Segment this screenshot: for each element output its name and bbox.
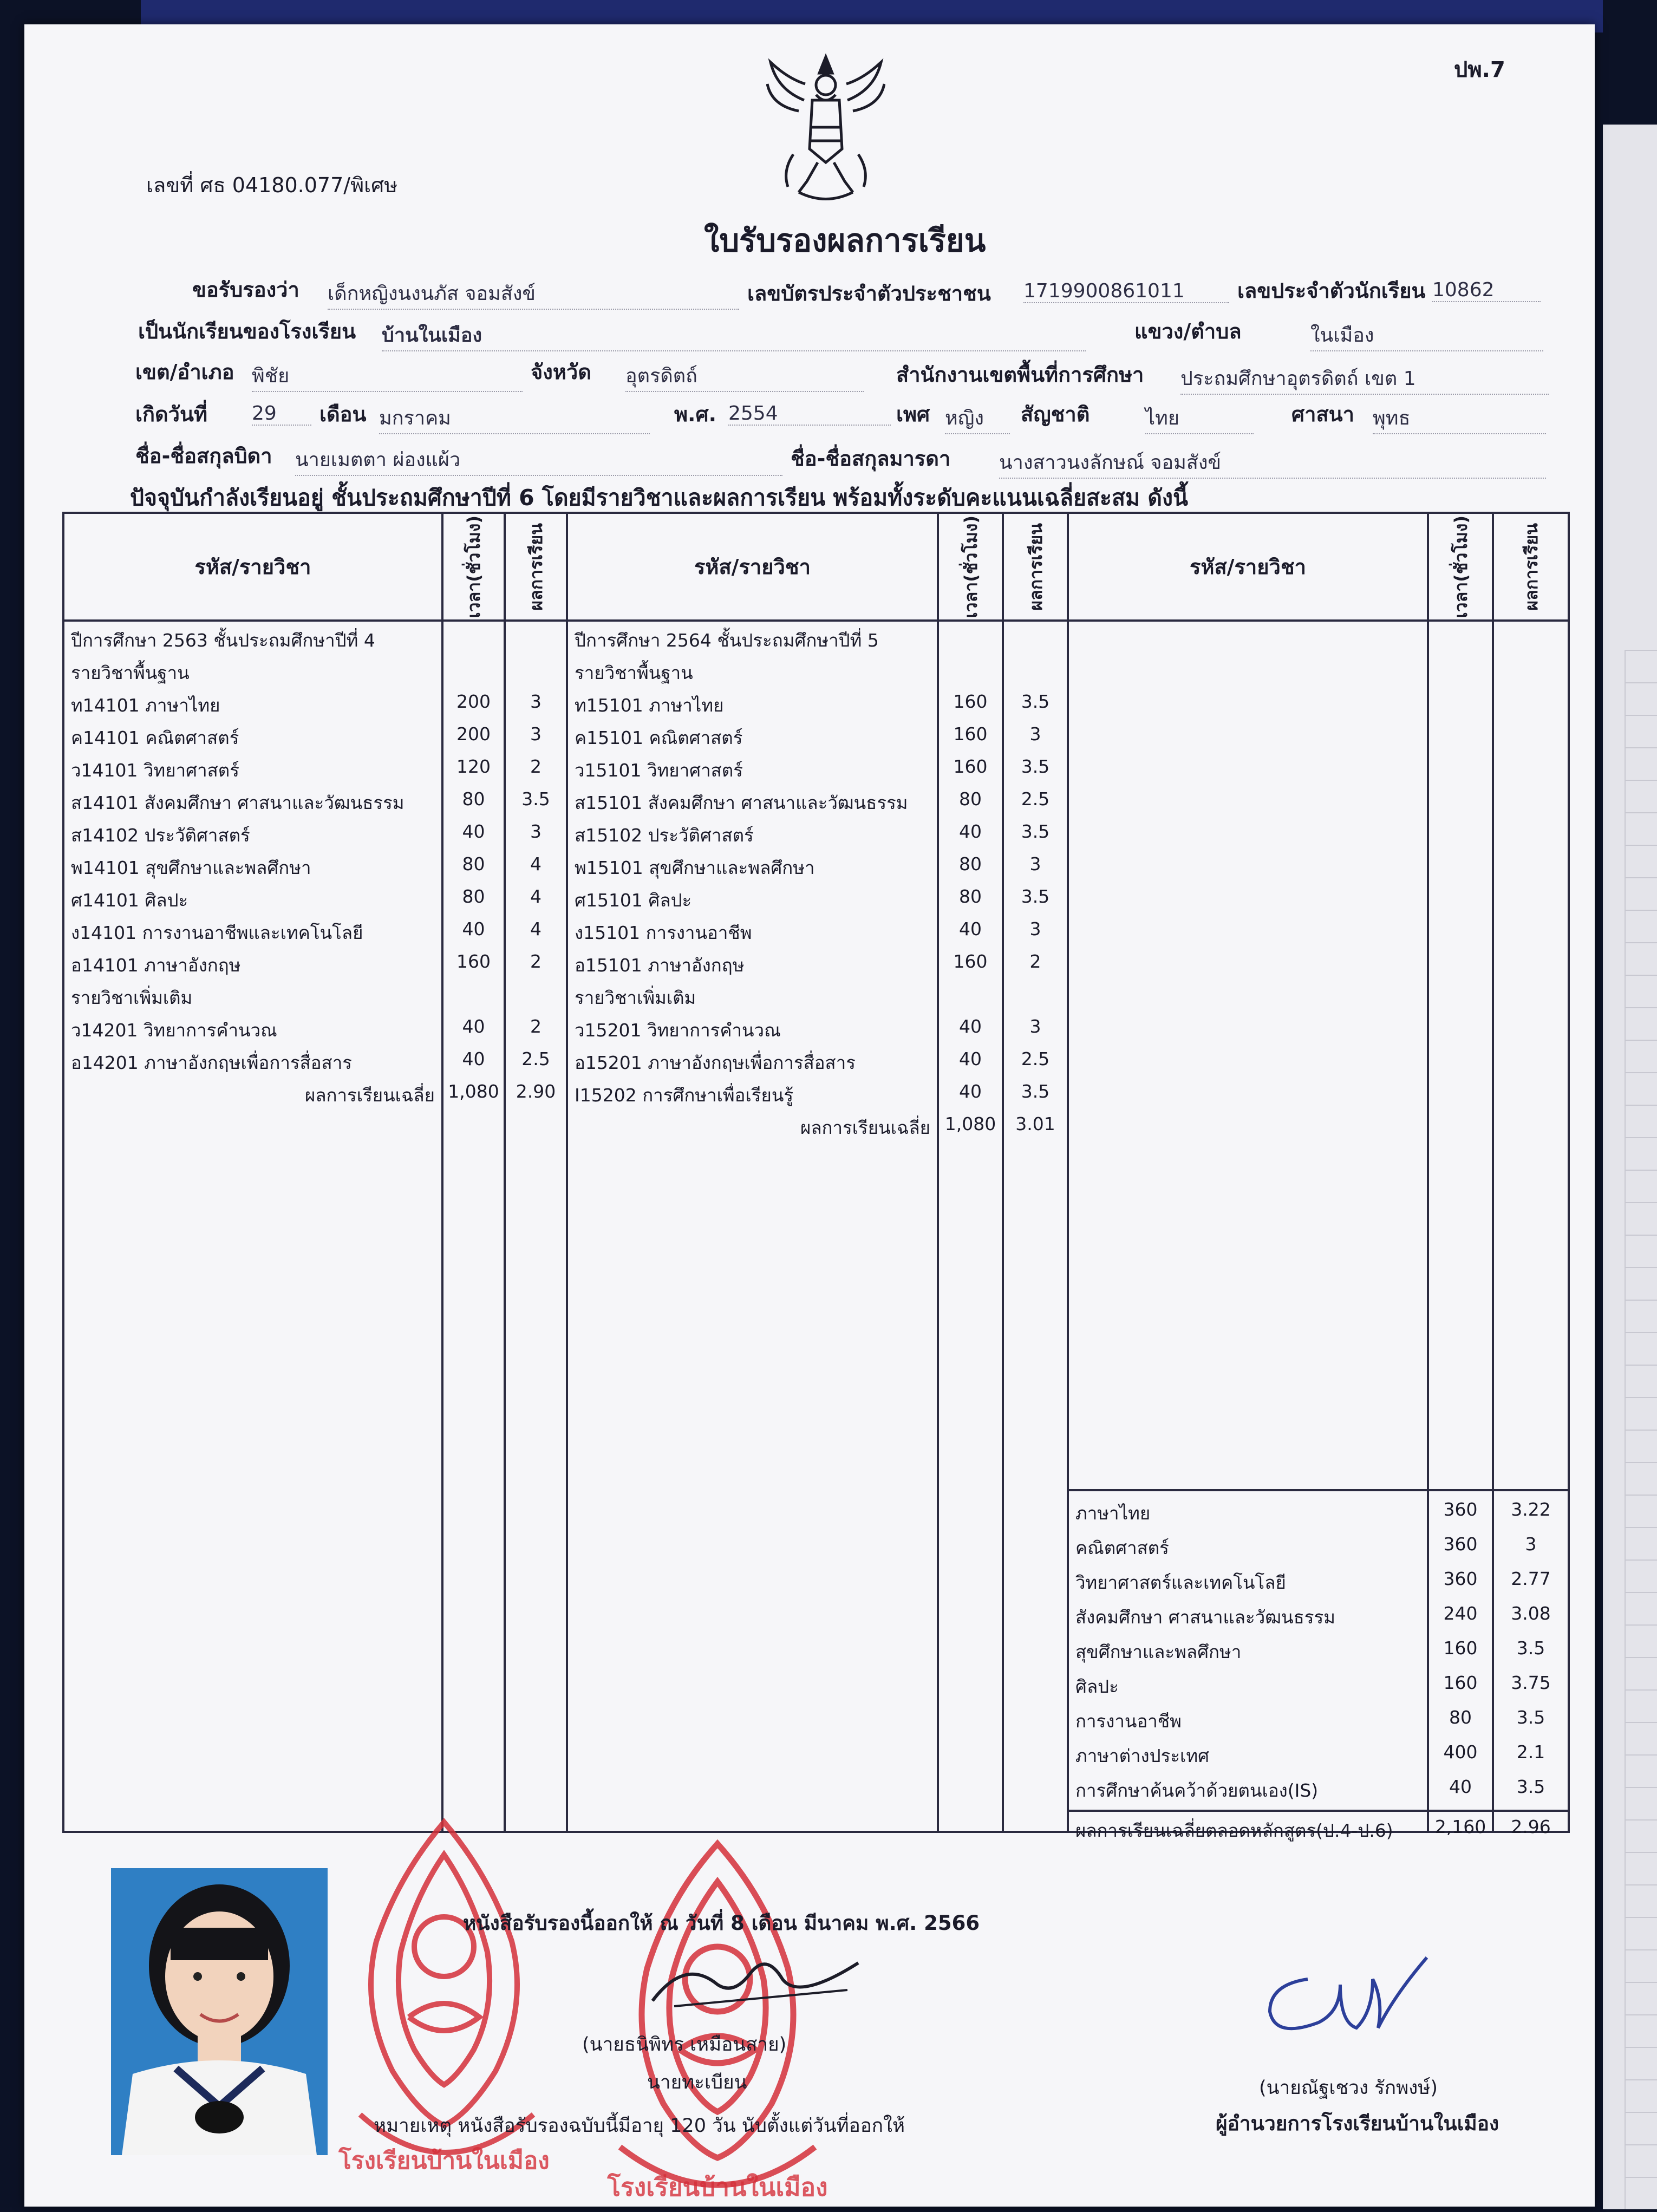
year2-row-hours: 160: [953, 723, 988, 745]
header-grade-2: ผลการเรียน: [1003, 513, 1068, 621]
subdistrict-label: แขวง/ตำบล: [1134, 319, 1242, 343]
summary-hours: [1428, 621, 1493, 1837]
issued-line: หนังสือรับรองนี้ออกให้ ณ วันที่ 8 เดือน มีนาคม พ.ศ. 2566: [463, 1911, 980, 1935]
year2-row-subject: อ15201 ภาษาอังกฤษเพื่อการสื่อสาร: [575, 1052, 856, 1073]
year1-grades: [505, 621, 567, 1832]
father-value: นายเมตตา ผ่องแผ้ว: [295, 444, 782, 476]
year2-average-grade: 3.01: [1015, 1113, 1055, 1134]
year2-row-subject: รายวิชาพื้นฐาน: [575, 662, 693, 683]
year1-row-grade: 3: [530, 821, 542, 842]
registrar-name: (นายธนิพิทร เหมือนสาย): [582, 2034, 787, 2056]
summary-row-subject: ศิลปะ: [1075, 1676, 1119, 1697]
header-subject-1: รหัส/รายวิชา: [63, 513, 442, 621]
district-label: เขต/อำเภอ: [135, 360, 234, 384]
year2-row-subject: ว15101 วิทยาศาสตร์: [575, 760, 743, 781]
summary-row-grade: 3.08: [1511, 1603, 1551, 1624]
summary-row-hours: 240: [1443, 1603, 1478, 1624]
summary-total-grade: 2.96: [1511, 1816, 1551, 1837]
document-number: เลขที่ ศธ 04180.077/พิเศษ: [146, 173, 398, 197]
header-grade-3: ผลการเรียน: [1493, 513, 1569, 621]
registrar-title: นายทะเบียน: [647, 2072, 747, 2093]
year1-subjects: [63, 621, 442, 1832]
svg-text:โรงเรียนบ้านในเมือง: โรงเรียนบ้านในเมือง: [338, 2147, 550, 2175]
year2-hours: [938, 621, 1003, 1832]
office-value: ประถมศึกษาอุตรดิตถ์ เขต 1: [1180, 363, 1549, 395]
certificate-page: [24, 24, 1595, 2207]
year1-row-subject: รายวิชาพื้นฐาน: [71, 662, 190, 683]
summary-total-hours: 2,160: [1434, 1816, 1486, 1837]
year1-row-subject: ว14201 วิทยาการคำนวณ: [71, 1020, 277, 1041]
year1-row-subject: ว14101 วิทยาศาสตร์: [71, 760, 239, 781]
id-label: เลขบัตรประจำตัวประชาชน: [747, 282, 991, 305]
year2-average-label: ผลการเรียนเฉลี่ย: [800, 1117, 930, 1138]
year1-row-grade: 3.5: [521, 788, 550, 810]
mother-label: ชื่อ-ชื่อสกุลมารดา: [791, 447, 951, 471]
year1-row-hours: 200: [456, 691, 491, 712]
student-no-value: 10862: [1432, 279, 1541, 302]
director-title: ผู้อำนวยการโรงเรียนบ้านในเมือง: [1216, 2112, 1499, 2135]
birth-day-value: 29: [252, 402, 311, 426]
religion-value: พุทธ: [1373, 402, 1546, 434]
year2-row-grade: 3.5: [1021, 821, 1050, 842]
sex-value: หญิง: [945, 402, 1010, 434]
header-subject-3: รหัส/รายวิชา: [1068, 513, 1428, 621]
year2-row-subject: ส15102 ประวัติศาสตร์: [575, 825, 754, 846]
province-value: อุตรดิตถ์: [625, 360, 864, 392]
year1-row-subject: ง14101 การงานอาชีพและเทคโนโลยี: [71, 922, 363, 943]
year2-row-hours: 80: [959, 853, 982, 875]
year2-row-hours: 160: [953, 951, 988, 972]
year2-row-grade: 2: [1029, 951, 1041, 972]
summary-row-hours: 360: [1443, 1568, 1478, 1589]
summary-subjects: [1068, 621, 1428, 1841]
year2-row-subject: อ15101 ภาษาอังกฤษ: [575, 955, 745, 976]
summary-row-grade: 3.75: [1511, 1672, 1551, 1693]
year2-row-subject: ท15101 ภาษาไทย: [575, 695, 724, 716]
summary-row-grade: 2.1: [1516, 1741, 1545, 1763]
summary-row-subject: สังคมศึกษา ศาสนาและวัฒนธรรม: [1075, 1607, 1335, 1628]
province-label: จังหวัด: [531, 360, 591, 384]
year2-row-subject: ส15101 สังคมศึกษา ศาสนาและวัฒนธรรม: [575, 792, 908, 813]
year1-row-subject: รายวิชาเพิ่มเติม: [71, 987, 193, 1008]
year2-row-grade: 3: [1029, 1016, 1041, 1037]
year1-row-hours: 40: [462, 1048, 485, 1069]
father-label: ชื่อ-ชื่อสกุลบิดา: [135, 444, 272, 468]
year2-average-hours: 1,080: [944, 1113, 996, 1134]
summary-row-subject: คณิตศาสตร์: [1075, 1537, 1169, 1558]
year1-row-hours: 40: [462, 1016, 485, 1037]
summary-row-grade: 2.77: [1511, 1568, 1551, 1589]
year1-row-grade: 2: [530, 951, 542, 972]
registrar-signature-icon: [642, 1941, 869, 2017]
page-title: ใบรับรองผลการเรียน: [704, 222, 986, 259]
year1-row-subject: อ14201 ภาษาอังกฤษเพื่อการสื่อสาร: [71, 1052, 352, 1073]
nationality-label: สัญชาติ: [1021, 402, 1090, 426]
year2-row-hours: 40: [959, 821, 982, 842]
table-body-row: [63, 621, 1569, 1832]
year1-row-subject: อ14101 ภาษาอังกฤษ: [71, 955, 241, 976]
year2-row-grade: 3.5: [1021, 1081, 1050, 1102]
year2-row-subject: รายวิชาเพิ่มเติม: [575, 987, 696, 1008]
year2-row-subject: ปีการศึกษา 2564 ชั้นประถมศึกษาปีที่ 5: [575, 630, 879, 651]
year1-row-hours: 40: [462, 918, 485, 939]
year2-row-hours: 160: [953, 756, 988, 777]
summary-total-divider: [1494, 1810, 1568, 1812]
header-subject-2: รหัส/รายวิชา: [567, 513, 938, 621]
student-name: เด็กหญิงนงนภัส จอมสังข์: [328, 278, 739, 310]
year1-row-hours: 80: [462, 788, 485, 810]
mother-value: นางสาวนงลักษณ์ จอมสังข์: [999, 447, 1546, 479]
summary-row-grade: 3: [1525, 1534, 1537, 1555]
header-hours-1: เวลา(ชั่วโมง): [442, 513, 505, 621]
year2-row-grade: 2.5: [1021, 788, 1050, 810]
year2-row-subject: ง15101 การงานอาชีพ: [575, 922, 752, 943]
year2-row-hours: 80: [959, 886, 982, 907]
garuda-emblem-icon: [766, 46, 885, 208]
nationality-value: ไทย: [1145, 402, 1254, 434]
year1-average-grade: 2.90: [516, 1081, 556, 1102]
summary-divider: [1494, 1489, 1568, 1491]
year2-row-subject: I15202 การศึกษาเพื่อเรียนรู้: [575, 1085, 794, 1106]
year2-row-grade: 3: [1029, 918, 1041, 939]
sex-label: เพศ: [896, 402, 930, 426]
table-header-row: [63, 513, 1569, 621]
year2-row-grade: 3.5: [1021, 756, 1050, 777]
school-seal-stamp-left: [328, 1811, 560, 2201]
office-label: สำนักงานเขตพื้นที่การศึกษา: [896, 363, 1144, 387]
intro-line: ปัจจุบันกำลังเรียนอยู่ ชั้นประถมศึกษาปีที่ 6 โดยมีรายวิชาและผลการเรียน พร้อมทั้งระดับคะแนนเฉลี่ยสะสม ดังนี้: [130, 485, 1189, 511]
certify-label: ขอรับรองว่า: [192, 278, 299, 302]
school-label: เป็นนักเรียนของโรงเรียน: [138, 319, 356, 343]
summary-row-subject: ภาษาไทย: [1075, 1503, 1151, 1524]
year1-row-subject: ท14101 ภาษาไทย: [71, 695, 220, 716]
year2-row-grade: 3.5: [1021, 691, 1050, 712]
summary-row-grade: 3.22: [1511, 1499, 1551, 1520]
background-cutting-mat: [1625, 650, 1657, 2209]
birth-month-value: มกราคม: [379, 402, 650, 434]
year1-row-hours: 200: [456, 723, 491, 745]
year1-row-hours: 40: [462, 821, 485, 842]
summary-grades: [1493, 621, 1569, 1837]
year2-row-hours: 80: [959, 788, 982, 810]
year1-row-grade: 3: [530, 691, 542, 712]
year1-row-grade: 4: [530, 853, 542, 875]
school-seal-stamp-center: [588, 1833, 847, 2212]
year1-row-grade: 2: [530, 1016, 542, 1037]
year1-row-grade: 4: [530, 886, 542, 907]
year2-row-hours: 40: [959, 1081, 982, 1102]
birth-year-label: พ.ศ.: [674, 402, 717, 426]
svg-text:โรงเรียนบ้านในเมือง: โรงเรียนบ้านในเมือง: [607, 2172, 828, 2202]
year1-row-grade: 2.5: [521, 1048, 550, 1069]
year1-row-hours: 80: [462, 853, 485, 875]
year1-average-hours: 1,080: [448, 1081, 499, 1102]
year1-row-subject: ปีการศึกษา 2563 ชั้นประถมศึกษาปีที่ 4: [71, 630, 375, 651]
year2-row-hours: 40: [959, 1048, 982, 1069]
year1-hours: [442, 621, 505, 1832]
year2-row-hours: 40: [959, 918, 982, 939]
summary-row-subject: การศึกษาค้นคว้าด้วยตนเอง(IS): [1075, 1780, 1319, 1801]
header-hours-3: เวลา(ชั่วโมง): [1428, 513, 1493, 621]
summary-row-subject: ภาษาต่างประเทศ: [1075, 1745, 1210, 1766]
year1-row-subject: ค14101 คณิตศาสตร์: [71, 727, 239, 748]
year2-row-subject: พ15101 สุขศึกษาและพลศึกษา: [575, 857, 815, 878]
summary-row-hours: 400: [1443, 1741, 1478, 1763]
birth-day-label: เกิดวันที่: [135, 402, 208, 426]
summary-total-label: ผลการเรียนเฉลี่ยตลอดหลักสูตร(ป.4-ป.6): [1075, 1820, 1393, 1841]
form-code: ปพ.7: [1454, 57, 1505, 82]
summary-row-hours: 80: [1449, 1707, 1472, 1728]
school-value: บ้านในเมือง: [382, 319, 1086, 351]
grades-table: [62, 512, 1570, 1841]
summary-divider: [1069, 1489, 1427, 1491]
summary-row-hours: 160: [1443, 1672, 1478, 1693]
year2-row-hours: 160: [953, 691, 988, 712]
year2-row-grade: 2.5: [1021, 1048, 1050, 1069]
subdistrict-value: ในเมือง: [1310, 319, 1543, 351]
year1-row-subject: พ14101 สุขศึกษาและพลศึกษา: [71, 857, 311, 878]
student-photo: [111, 1868, 328, 2155]
summary-total-divider: [1069, 1810, 1427, 1812]
year1-row-hours: 160: [456, 951, 491, 972]
summary-row-grade: 3.5: [1516, 1776, 1545, 1797]
year1-row-subject: ศ14101 ศิลปะ: [71, 890, 188, 911]
year1-row-hours: 80: [462, 886, 485, 907]
summary-row-subject: สุขศึกษาและพลศึกษา: [1075, 1641, 1242, 1662]
summary-row-subject: วิทยาศาสตร์และเทคโนโลยี: [1075, 1572, 1286, 1593]
year1-row-subject: ส14102 ประวัติศาสตร์: [71, 825, 250, 846]
year2-subjects: [567, 621, 938, 1832]
year1-row-grade: 2: [530, 756, 542, 777]
year1-average-label: ผลการเรียนเฉลี่ย: [304, 1085, 435, 1106]
birth-year-value: 2554: [728, 402, 891, 426]
year2-row-subject: ว15201 วิทยาการคำนวณ: [575, 1020, 781, 1041]
district-value: พิชัย: [252, 360, 523, 392]
year2-row-subject: ศ15101 ศิลปะ: [575, 890, 692, 911]
header-hours-2: เวลา(ชั่วโมง): [938, 513, 1003, 621]
year1-row-grade: 3: [530, 723, 542, 745]
year2-row-grade: 3.5: [1021, 886, 1050, 907]
summary-row-hours: 160: [1443, 1637, 1478, 1659]
summary-row-hours: 360: [1443, 1499, 1478, 1520]
year2-row-subject: ค15101 คณิตศาสตร์: [575, 727, 743, 748]
year2-row-hours: 40: [959, 1016, 982, 1037]
summary-row-grade: 3.5: [1516, 1637, 1545, 1659]
director-name: (นายณัฐเชวง รักพงษ์): [1259, 2077, 1438, 2099]
year1-row-hours: 120: [456, 756, 491, 777]
student-no-label: เลขประจำตัวนักเรียน: [1237, 279, 1426, 303]
year2-row-grade: 3: [1029, 723, 1041, 745]
year1-row-subject: ส14101 สังคมศึกษา ศาสนาและวัฒนธรรม: [71, 792, 405, 813]
birth-month-label: เดือน: [319, 402, 367, 426]
summary-row-grade: 3.5: [1516, 1707, 1545, 1728]
year2-row-grade: 3: [1029, 853, 1041, 875]
summary-row-subject: การงานอาชีพ: [1075, 1711, 1182, 1732]
summary-total-divider: [1429, 1810, 1492, 1812]
summary-divider: [1429, 1489, 1492, 1491]
id-value: 1719900861011: [1023, 280, 1229, 303]
summary-row-hours: 360: [1443, 1534, 1478, 1555]
religion-label: ศาสนา: [1291, 402, 1354, 426]
director-signature-icon: [1248, 1947, 1432, 2044]
summary-row-hours: 40: [1449, 1776, 1472, 1797]
year1-row-grade: 4: [530, 918, 542, 939]
note-line: หมายเหตุ หนังสือรับรองฉบับนี้มีอายุ 120 วัน นับตั้งแต่วันที่ออกให้: [374, 2115, 905, 2137]
header-grade-1: ผลการเรียน: [505, 513, 567, 621]
year2-grades: [1003, 621, 1068, 1832]
